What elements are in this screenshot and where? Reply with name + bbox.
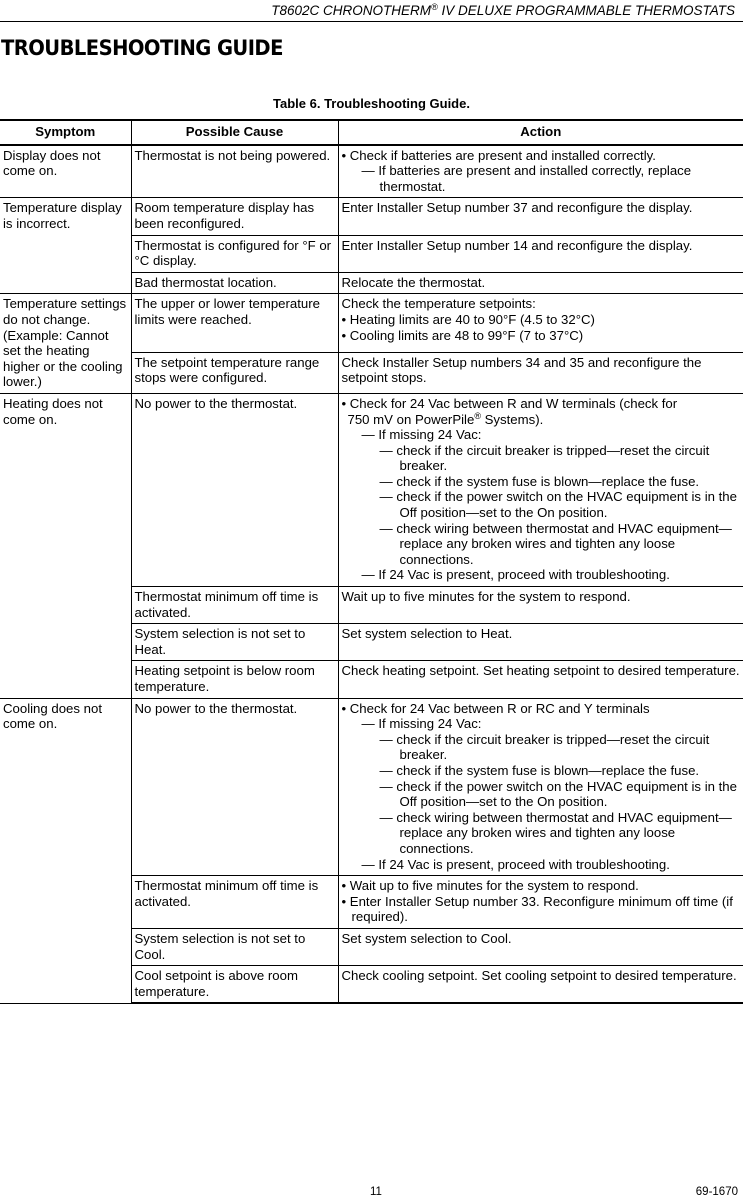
action-line: — check wiring between thermostat and HVAC equipment—replace any broken wires and tighten any loose connections.: [379, 520, 732, 567]
action-line: • Cooling limits are 48 to 99°F (7 to 37°C): [341, 327, 584, 343]
action-cell: Relocate the thermostat.: [338, 272, 743, 294]
powerpile-suffix: Systems).: [480, 411, 544, 427]
cause-cell: No power to the thermostat.: [131, 393, 338, 586]
cause-cell: Thermostat minimum off time is activated.: [131, 876, 338, 929]
action-cell: [338, 876, 743, 929]
action-cell: Check Installer Setup numbers 34 and 35 and reconfigure the setpoint stops.: [338, 352, 743, 393]
action-cell: [338, 145, 743, 198]
action-line: • Heating limits are 40 to 90°F (4.5 to 32°C): [341, 311, 595, 327]
cause-cell: Cool setpoint is above room temperature.: [131, 966, 338, 1004]
action-line: • Check for 24 Vac between R and W terminals (check for: [341, 395, 678, 411]
registered-mark: ®: [431, 2, 438, 12]
cause-cell: No power to the thermostat.: [131, 698, 338, 876]
action-cell: Set system selection to Cool.: [338, 928, 743, 965]
header-rule: [0, 21, 743, 22]
powerpile-text: 750 mV on PowerPile: [347, 411, 475, 427]
table-row: [0, 145, 743, 198]
table-row: [0, 698, 743, 876]
page-title: TROUBLESHOOTING GUIDE: [1, 36, 283, 60]
action-line: — check if the system fuse is blown—replace the fuse.: [379, 762, 700, 778]
cause-cell: Bad thermostat location.: [131, 272, 338, 294]
action-line: — If 24 Vac is present, proceed with troubleshooting.: [361, 567, 670, 583]
cause-cell: The upper or lower temperature limits were reached.: [131, 294, 338, 352]
cause-cell: Thermostat is not being powered.: [131, 145, 338, 198]
action-cell: Check heating setpoint. Set heating setpoint to desired temperature.: [338, 661, 743, 698]
action-cell: Enter Installer Setup number 37 and reconfigure the display.: [338, 198, 743, 235]
column-header-action: Action: [338, 120, 743, 145]
action-line: — If 24 Vac is present, proceed with troubleshooting.: [361, 856, 670, 872]
running-title: T8602C CHRONOTHERM: [271, 3, 432, 18]
action-line: • Check for 24 Vac between R or RC and Y terminals: [341, 700, 650, 716]
action-line: — check if the system fuse is blown—replace the fuse.: [379, 473, 700, 489]
symptom-cell: Display does not come on.: [0, 145, 131, 198]
action-cell: Enter Installer Setup number 14 and reconfigure the display.: [338, 235, 743, 272]
action-line: — check if the circuit breaker is tripped—reset the circuit breaker.: [379, 731, 710, 763]
cause-cell: Heating setpoint is below room temperature.: [131, 661, 338, 698]
symptom-cell: Temperature settings do not change. (Example: Cannot set the heating higher or the cooling lower.): [0, 294, 131, 394]
table-caption: Table 6. Troubleshooting Guide.: [273, 96, 470, 111]
troubleshooting-table: [0, 119, 743, 1004]
action-line: — check if the power switch on the HVAC equipment is in the Off position—set to the On position.: [379, 489, 737, 521]
action-cell: Check cooling setpoint. Set cooling setpoint to desired temperature.: [338, 966, 743, 1004]
action-cell: [338, 294, 743, 352]
action-line: • Wait up to five minutes for the system to respond.: [341, 878, 639, 894]
cause-cell: The setpoint temperature range stops were configured.: [131, 352, 338, 393]
cause-cell: System selection is not set to Heat.: [131, 624, 338, 661]
table-row: [0, 198, 743, 235]
action-line: Check the temperature setpoints:: [341, 296, 536, 312]
action-line: — check if the circuit breaker is tripped—reset the circuit breaker.: [379, 442, 710, 474]
symptom-cell: Heating does not come on.: [0, 393, 131, 698]
page-number: 11: [370, 1186, 382, 1198]
table-header-row: [0, 120, 743, 145]
table-row: [0, 294, 743, 352]
symptom-cell: Temperature display is incorrect.: [0, 198, 131, 294]
cause-cell: System selection is not set to Cool.: [131, 928, 338, 965]
cause-cell: Thermostat minimum off time is activated.: [131, 587, 338, 624]
column-header-symptom: Symptom: [0, 120, 131, 145]
cause-cell: Thermostat is configured for °F or °C display.: [131, 235, 338, 272]
document-number: 69-1670: [695, 1186, 738, 1198]
action-line: — If missing 24 Vac:: [361, 716, 482, 732]
symptom-cell: Cooling does not come on.: [0, 698, 131, 1003]
action-cell: [338, 698, 743, 876]
action-line: [342, 412, 741, 428]
action-cell: [338, 393, 743, 586]
action-line: — check wiring between thermostat and HVAC equipment—replace any broken wires and tighten any loose connections.: [379, 809, 732, 856]
action-line: • Check if batteries are present and installed correctly.: [341, 147, 656, 163]
action-line: • Enter Installer Setup number 33. Reconfigure minimum off time (if required).: [341, 893, 733, 925]
running-title-rest: IV DELUXE PROGRAMMABLE THERMOSTATS: [437, 3, 735, 18]
action-cell: Set system selection to Heat.: [338, 624, 743, 661]
cause-cell: Room temperature display has been reconfigured.: [131, 198, 338, 235]
action-cell: Wait up to five minutes for the system to respond.: [338, 587, 743, 624]
registered-mark: ®: [474, 410, 481, 421]
running-header: [271, 2, 735, 18]
column-header-cause: Possible Cause: [131, 120, 338, 145]
action-line: — If batteries are present and installed correctly, replace thermostat.: [361, 163, 692, 194]
table-row: [0, 393, 743, 586]
action-line: — check if the power switch on the HVAC equipment is in the Off position—set to the On position.: [379, 778, 737, 810]
action-line: — If missing 24 Vac:: [361, 427, 482, 443]
